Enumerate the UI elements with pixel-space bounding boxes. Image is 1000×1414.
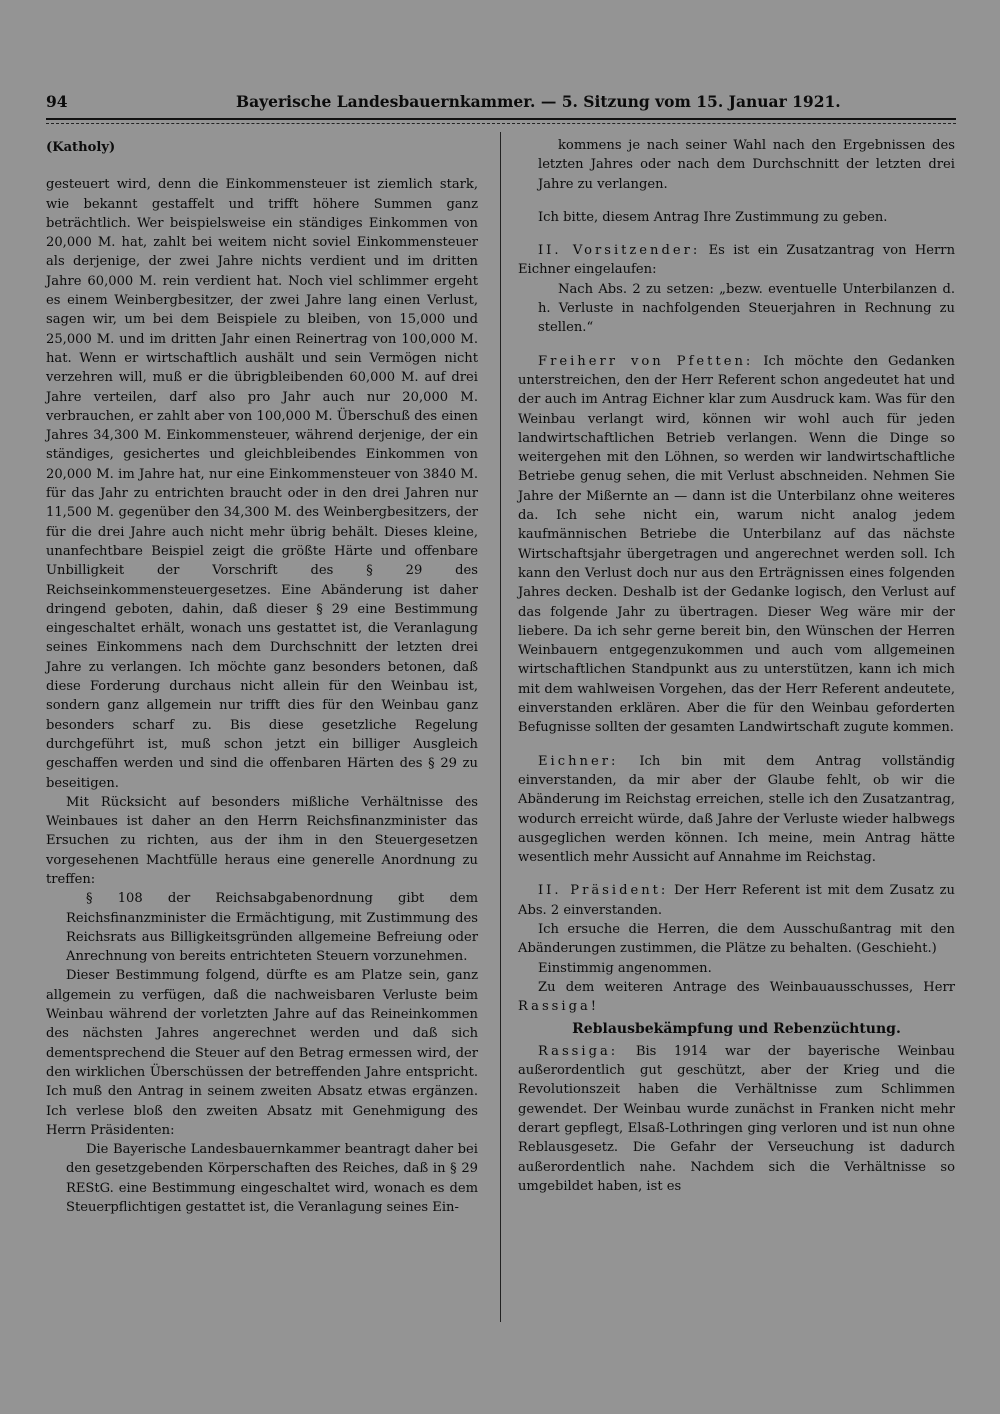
speech-text: Bis 1914 war der bayerische Weinbau außerordentlich gut geschützt, aber der Krieg und die Revolutionszeit haben die Verhältnisse zum Schlimmen gewendet. Der Weinbau wurde zunächst in Franken nicht mehr derart gepflegt, Elsaß-Lothringen ging verloren und ist nun ohne Reblausgesetz. Die Gefahr der Verseuchung ist dadurch außerordentlich nahe. Nachdem sich die Verhältnisse so umgebildet haben, ist es — [518, 1043, 955, 1194]
speaker-label: Freiherr von Pfetten: — [538, 353, 754, 369]
page-number: 94 — [46, 92, 68, 111]
speech-text: Zu dem weiteren Antrage des Weinbauausschusses, Herr — [538, 979, 955, 995]
page-header — [46, 90, 841, 116]
header-rule-dashed — [46, 123, 956, 124]
speech-text: Ich möchte den Gedanken unterstreichen, den der Herr Referent schon angedeutet hat und der auch im Antrag Eichner klar zum Ausdruck kam. Was für den Weinbau verlangt wird, können wir wohl auch für jeden landwirtschaftlichen Betrieb verlangen. Wenn die Dinge so weitergehen mit den Löhnen, so werden wir landwirtschaftliche Betriebe genug sehen, die mit Verlust abschneiden. Nehmen Sie Jahre der Mißernte an — dann ist die Unterbilanz ohne weiteres da. Ich sehe nicht ein, warum nicht analog jedem kaufmännischen Betriebe die Unterbilanz auf das nächste Wirtschaftsjahr übergetragen und angerechnet werden soll. Ich kann den Verlust doch nur aus den Erträgnissen eines folgenden Jahres decken. Deshalb ist der Gedanke logisch, den Verlust auf das folgende Jahr zu übertragen. Dieser Weg wäre mir der liebere. Da ich sehr gerne bereit bin, den Wünschen der Herren Weinbauern entgegenzukommen und auch vom allgemeinen wirtschaftlichen Standpunkt aus zu unterstützen, kann ich mich mit dem wahlweisen Vorgehen, das der Herr Referent andeutete, einverstanden erklären. Aber die für den Weinbau geforderten Befugnisse sollten der gesamten Landwirtschaft zugute kommen. — [518, 353, 955, 736]
header-rule — [46, 118, 956, 120]
speaker-label: II. Vorsitzender: — [538, 243, 701, 259]
paragraph: Mit Rücksicht auf besonders mißliche Verhältnisse des Weinbaues ist daher an den Herrn Reichsfinanzminister das Ersuchen zu richten, aus der ihm in den Steuergesetzen vorgesehenen Machtfülle heraus eine generelle Anordnung zu treffen: — [46, 794, 478, 887]
paragraph-weiteren — [518, 978, 955, 1017]
paragraph: Dieser Bestimmung folgend, dürfte es am Platze sein, ganz allgemein zu verfügen, daß die nachweisbaren Verluste beim Weinbau während der vorletzten Jahre auf das Reineinkommen des nächsten Jahres angerechnet werden und daß sich dementsprechend die Steuer auf den Betrag ermessen wird, der den wirklichen Überschüssen der betreffenden Jahre entspricht. Ich muß den Antrag in seinem zweiten Absatz etwas ergänzen. Ich verlese bloß den zweiten Absatz mit Genehmigung des Herrn Präsidenten: — [46, 968, 478, 1138]
speaker-label: Rassiga! — [518, 999, 600, 1015]
speech-text: Der Herr Referent ist mit dem Zusatz zu Abs. 2 einverstanden. — [518, 883, 955, 918]
paragraph: Ich bitte, diesem Antrag Ihre Zustimmung zu geben. — [538, 209, 888, 225]
speech-text: Es ist ein Zusatzantrag von Herrn Eichner eingelaufen: — [518, 243, 956, 278]
speech-pfetten — [518, 352, 955, 738]
paragraph: gesteuert wird, denn die Einkommensteuer ist ziemlich stark, wie bekannt gestaffelt und trifft höhere Summen ganz beträchtlich. Wer beispielsweise ein ständiges Einkommen von 20,000 M. hat, zahlt bei weitem nicht soviel Einkommensteuer als derjenige, der zwei Jahre nichts verdient und im dritten Jahre 60,000 M. rein verdient hat. Noch viel schlimmer ergeht es einem Weinbergbesitzer, der zwei Jahre lang einen Verlust, sagen wir, um bei dem Beispiele zu bleiben, von 15,000 und 25,000 M. und im dritten Jahr einen Reinertrag von 100,000 M. hat. Wenn er wirtschaftlich aushält und sein Vermögen nicht verzehren will, muß er die übrigbleibenden 60,000 M. auf drei Jahre verteilen, darf also pro Jahr auch nur 20,000 M. verbrauchen, er zahlt aber von 100,000 M. Überschuß des einen Jahres 34,300 M. Einkommensteuer, während derjenige, der ein ständiges, gesichertes und gleichbleibendes Einkommen von 20,000 M. im Jahre hat, nur eine Einkommensteuer von 3840 M. für das Jahr zu entrichten braucht oder in den drei Jahren nur 11,500 M. gegenüber den 34,300 M. des Weinbergbesitzers, der für die drei Jahre auch nicht mehr übrig behält. Dieses kleine, unanfechtbare Beispiel zeigt die größte Härte und offenbare Unbilligkeit der Vorschrift des § 29 des Reichseinkommensteuergesetzes. Eine Abänderung ist daher dringend geboten, dahin, daß dieser § 29 eine Bestimmung eingeschaltet erhält, wonach uns gestattet ist, die Veranlagung seines Einkommens nach dem Durchschnitt der letzten drei Jahre zu verlangen. Ich möchte ganz besonders betonen, daß diese Forderung durchaus nicht allein für den Weinbau ist, sondern ganz allgemein nur trifft dies für den Weinbau ganz besonders scharf zu. Bis diese gesetzliche Regelung durchgeführt ist, muß schon jetzt ein billiger Ausgleich geschaffen werden und sind die offenbaren Härten des § 29 zu beseitigen. — [46, 177, 478, 791]
right-column — [518, 136, 955, 1196]
running-title: Bayerische Landesbauernkammer. — 5. Sitzung vom 15. Januar 1921. — [236, 92, 841, 111]
speech-eichner — [518, 752, 955, 868]
speaker-name: (Katholy) — [46, 140, 116, 155]
column-divider — [500, 132, 501, 1322]
section-heading: Reblausbekämpfung und Rebenzüchtung. — [572, 1021, 901, 1038]
paragraph: Ich ersuche die Herren, die dem Ausschußantrag mit den Abänderungen zustimmen, die Plätze zu behalten. (Geschieht.) — [518, 921, 955, 957]
block-quote: kommens je nach seiner Wahl nach den Ergebnissen des letzten Jahres oder nach dem Durchschnitt der letzten drei Jahre zu verlangen. — [538, 138, 955, 192]
speech-vorsitzender — [518, 241, 955, 280]
speaker-label: Eichner: — [538, 753, 619, 769]
speaker-label: Rassiga: — [538, 1043, 619, 1059]
block-quote: Nach Abs. 2 zu setzen: „bezw. eventuelle Unterbilanzen d. h. Verluste in nachfolgenden Steuerjahren in Rechnung zu stellen.“ — [538, 281, 955, 336]
left-column — [46, 138, 478, 1217]
block-quote: Die Bayerische Landesbauernkammer beantragt daher bei den gesetzgebenden Körperschaften des Reiches, daß in § 29 REStG. eine Bestimmung eingeschaltet wird, wonach es dem Steuerpflichtigen gestattet ist, die Veranlagung seines Ein- — [66, 1142, 478, 1216]
paragraph: Einstimmig angenommen. — [538, 960, 712, 976]
speech-rassiga — [518, 1042, 955, 1196]
block-quote: § 108 der Reichsabgabenordnung gibt dem Reichsfinanzminister die Ermächtigung, mit Zustimmung des Reichsrats aus Billigkeitsgründen allgemeine Befreiung oder Anrechnung von bereits entrichteten Steuern vorzunehmen. — [66, 891, 478, 965]
speech-praesident — [518, 881, 955, 920]
speaker-label: II. Präsident: — [538, 883, 669, 899]
speech-text: Ich bin mit dem Antrag vollständig einverstanden, da mir aber der Glaube fehlt, ob wir die Abänderung im Reichstag erreichen, stelle ich den Zusatzantrag, wodurch erreicht würde, daß Jahre der Verluste wieder halbwegs ausgeglichen werden können. Ich meine, mein Antrag hätte wesentlich mehr Aussicht auf Annahme im Reichstag. — [518, 753, 955, 866]
